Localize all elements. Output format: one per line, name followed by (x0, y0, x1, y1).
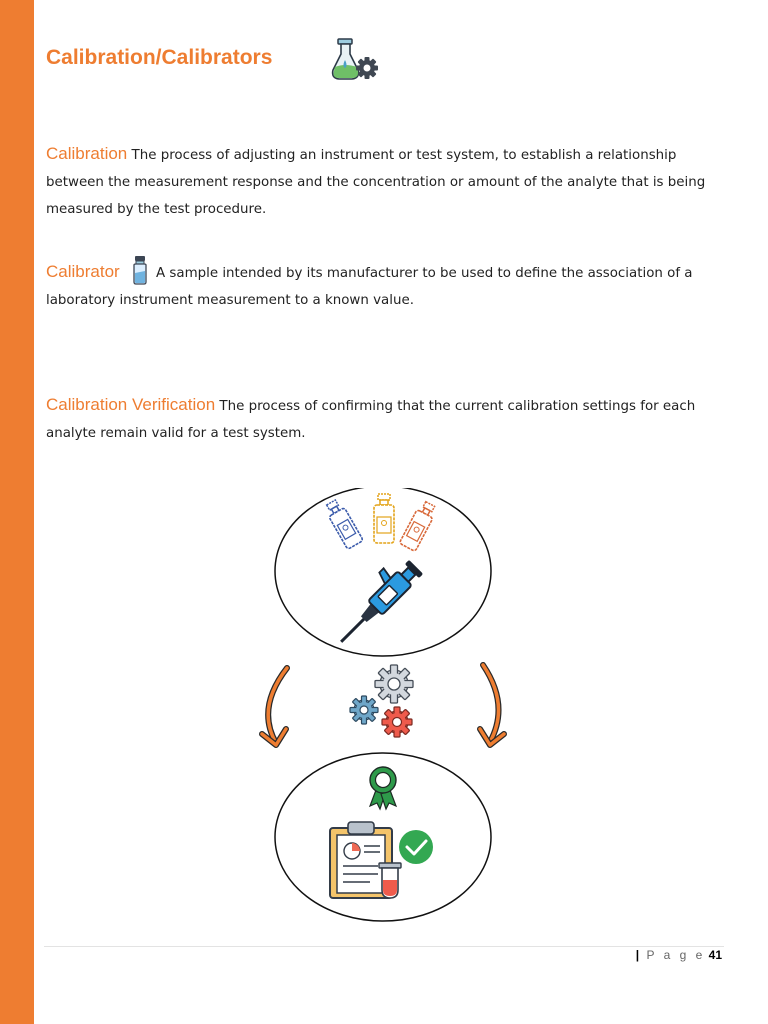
page-footer (636, 948, 722, 962)
footer-divider (44, 946, 724, 947)
gears-icon (350, 665, 413, 737)
term-calibration: Calibration (46, 144, 128, 163)
page-title: Calibration/Calibrators (46, 46, 273, 69)
term-calibration-verification: Calibration Verification (46, 395, 216, 414)
definition-text: The process of confirming that the current calibration settings for each analyte remain valid for a test system. (46, 399, 696, 441)
flask-gear-icon (328, 36, 382, 86)
orange-sidebar (0, 0, 34, 1024)
footer-separator: | (635, 948, 640, 962)
page-number: 41 (708, 948, 722, 962)
right-curved-arrow-icon (480, 665, 504, 745)
definition-text: A sample intended by its manufacturer to be used to define the association of a laboratory instrument measurement to a known value. (46, 266, 693, 308)
definition-text: The process of adjusting an instrument or test system, to establish a relationship between the measurement response and the concentration or amount of the analyte that is being measured by the test procedure. (46, 148, 706, 217)
definition-calibration (46, 140, 716, 223)
definition-calibrator (46, 255, 716, 314)
checkmark-icon (399, 830, 433, 864)
calibration-diagram (250, 488, 520, 928)
vial-icon (130, 255, 150, 285)
page-label: P a g e (646, 948, 706, 962)
definition-calibration-verification (46, 391, 716, 447)
left-curved-arrow-icon (262, 668, 287, 745)
term-calibrator: Calibrator (46, 262, 120, 281)
test-tube-icon (379, 863, 401, 898)
